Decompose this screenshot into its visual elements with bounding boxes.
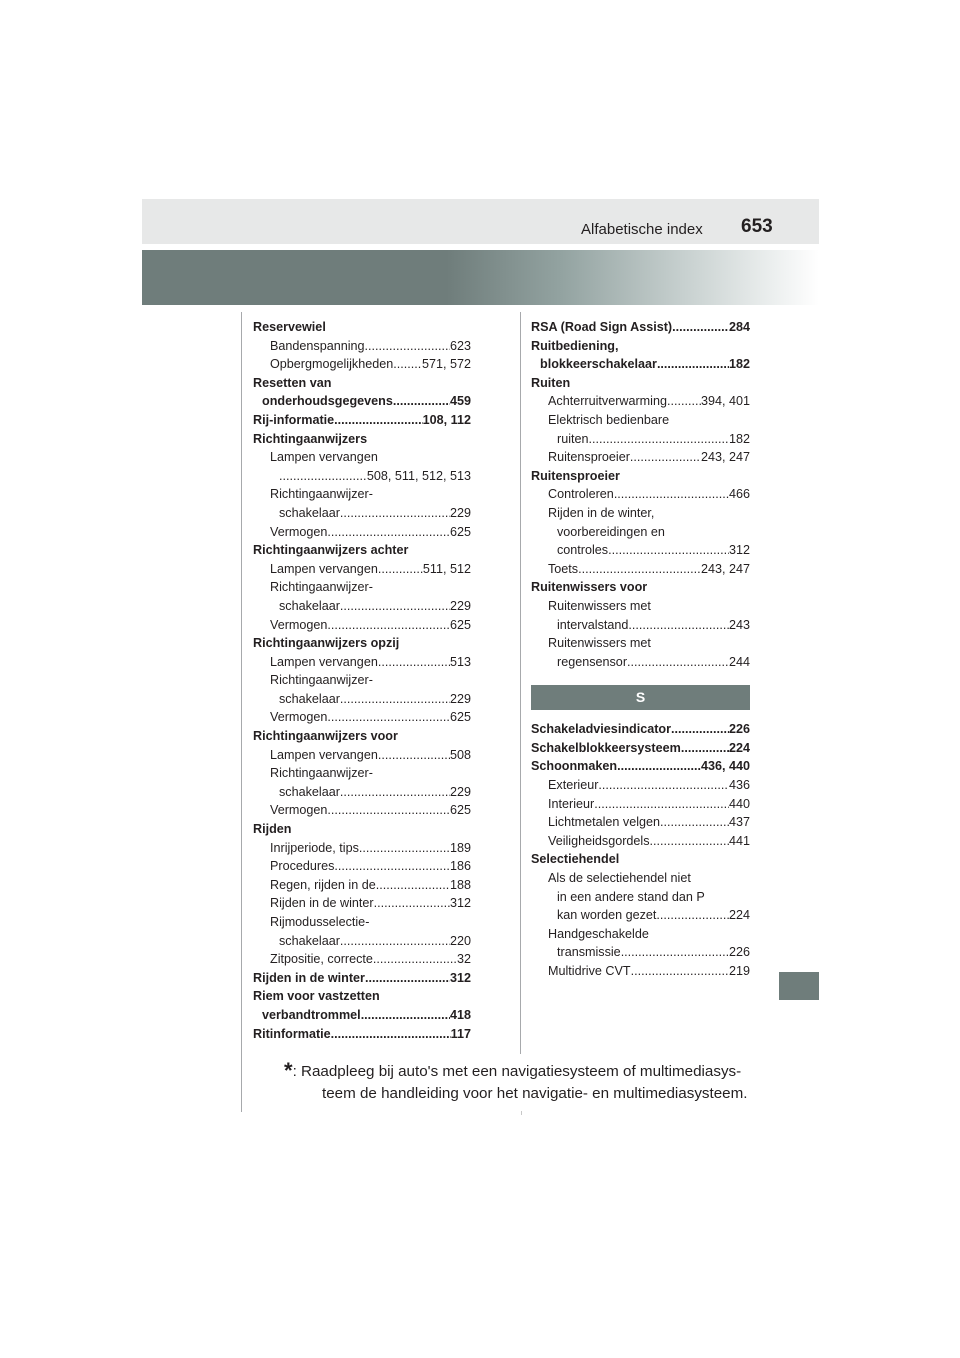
dot-leader (594, 795, 729, 814)
footnote-line-2: teem de handleiding voor het navigatie- en multimediasysteem. (322, 1085, 748, 1102)
index-entry: Handgeschakelde (548, 926, 649, 941)
entry-label: intervalstand (557, 617, 629, 632)
entry-label: kan worden gezet (557, 908, 657, 923)
entry-label: Inrijperiode, tips (270, 840, 359, 855)
entry-label: Veiligheidsgordels (548, 833, 650, 848)
dot-leader (650, 832, 729, 851)
entry-page-ref: 182 (728, 431, 750, 446)
entry-page-ref: 436, 440 (700, 759, 750, 774)
index-entry: Elektrisch bedienbare (548, 412, 670, 427)
index-column-left (253, 318, 471, 1043)
index-entry: Richtingaanwijzer- (270, 673, 373, 688)
entry-label: schakelaar (279, 784, 340, 799)
entry-page-ref: 244 (728, 654, 750, 669)
dot-leader (327, 708, 450, 727)
entry-label: Lichtmetalen velgen (548, 815, 661, 830)
dot-leader (331, 1025, 451, 1044)
dot-leader (589, 430, 729, 449)
entry-page-ref: 625 (449, 710, 471, 725)
column-divider-tick (521, 1111, 522, 1115)
entry-label: controles (557, 543, 609, 558)
index-entry (531, 906, 750, 925)
dot-leader (340, 690, 450, 709)
entry-page-ref: 188 (449, 877, 471, 892)
entry-page-ref: 182 (728, 357, 750, 372)
entry-label: Vermogen (270, 710, 328, 725)
entry-label: Vermogen (270, 617, 328, 632)
index-entry (531, 616, 750, 635)
dot-leader (376, 876, 450, 895)
index-entry: Rijden in de winter, (548, 505, 655, 520)
dot-leader (378, 560, 423, 579)
index-entry (253, 337, 471, 356)
index-entry: Richtingaanwijzers achter (253, 543, 409, 558)
index-entry (253, 653, 471, 672)
index-entry: Ruiten (531, 375, 571, 390)
left-margin-rule (241, 312, 242, 1112)
chapter-tab (779, 972, 819, 1000)
index-entry: Richtingaanwijzer- (270, 487, 373, 502)
index-column-right (531, 318, 750, 981)
entry-label: Schakeladviesindicator (531, 722, 671, 737)
entry-label: Rij-informatie (253, 412, 335, 427)
index-entry (531, 813, 750, 832)
dot-leader (361, 1006, 450, 1025)
entry-label: Procedures (270, 859, 335, 874)
index-entry (531, 795, 750, 814)
footnote (284, 1060, 752, 1105)
dot-leader (340, 504, 450, 523)
entry-page-ref: 226 (728, 945, 750, 960)
index-entry (253, 894, 471, 913)
entry-label: ruiten (557, 431, 589, 446)
entry-page-ref: 32 (456, 952, 471, 967)
index-entry (531, 430, 750, 449)
entry-label: onderhoudsgegevens (262, 394, 393, 409)
entry-page-ref: 508 (449, 747, 471, 762)
entry-label: Regen, rijden in de (270, 877, 376, 892)
entry-label: schakelaar (279, 691, 340, 706)
entry-label: RSA (Road Sign Assist) (531, 320, 673, 334)
letter-section-header (531, 685, 750, 710)
dot-leader (327, 616, 450, 635)
index-entry: Richtingaanwijzers voor (253, 729, 398, 744)
entry-page-ref: 418 (449, 1007, 471, 1022)
index-entry (253, 690, 471, 709)
entry-label: Rijden in de winter (253, 970, 365, 985)
dot-leader (608, 541, 729, 560)
column-divider (520, 312, 521, 1054)
entry-label: Ruitensproeier (548, 450, 630, 465)
index-entry: Ruitensproeier (531, 468, 620, 483)
entry-label: Toets (548, 561, 579, 576)
dot-leader (334, 857, 450, 876)
entry-page-ref: 571, 572 (421, 357, 471, 372)
index-entry (253, 467, 471, 486)
dot-leader (334, 411, 423, 430)
dot-leader (393, 392, 450, 411)
index-entry (253, 355, 471, 374)
entry-page-ref: 243, 247 (700, 561, 750, 576)
index-entry (531, 739, 750, 758)
dot-leader (378, 746, 450, 765)
index-entry (253, 950, 471, 969)
index-entry (531, 560, 750, 579)
dot-leader (340, 597, 450, 616)
dot-leader (614, 485, 729, 504)
index-entry (253, 876, 471, 895)
index-entry: Riem voor vastzetten (253, 989, 380, 1004)
entry-label: Lampen vervangen (270, 561, 378, 576)
index-entry (253, 801, 471, 820)
entry-label: Lampen vervangen (270, 747, 378, 762)
dot-leader (630, 448, 701, 467)
entry-page-ref: 284 (728, 320, 750, 334)
dot-leader (373, 950, 457, 969)
dot-leader (374, 894, 450, 913)
dot-leader (340, 932, 450, 951)
dot-leader (365, 337, 450, 356)
index-entry (531, 485, 750, 504)
index-entry: Selectiehendel (531, 852, 620, 867)
entry-label: Ritinformatie (253, 1026, 331, 1041)
entry-label: transmissie (557, 945, 621, 960)
index-entry: voorbereidingen en (557, 524, 665, 539)
dot-leader (279, 467, 367, 486)
entry-page-ref: 243, 247 (700, 450, 750, 465)
entry-page-ref: 224 (728, 908, 750, 923)
entry-page-ref: 459 (449, 394, 471, 409)
index-entry (253, 504, 471, 523)
index-entry: Als de selectiehendel niet (548, 871, 691, 886)
index-entry: Richtingaanwijzers (253, 431, 368, 446)
entry-page-ref: 229 (449, 598, 471, 613)
entry-page-ref: 108, 112 (422, 412, 471, 427)
index-entry (531, 832, 750, 851)
entry-page-ref: 511, 512 (422, 561, 471, 576)
entry-page-ref: 220 (449, 933, 471, 948)
entry-label: regensensor (557, 654, 628, 669)
dot-leader (327, 801, 450, 820)
header-gradient-band (142, 250, 819, 305)
index-entry (531, 541, 750, 560)
index-entry (253, 857, 471, 876)
dot-leader (598, 776, 729, 795)
index-entry (531, 355, 750, 374)
dot-leader (327, 523, 450, 542)
index-entry (531, 448, 750, 467)
index-entry: Ruitenwissers met (548, 636, 651, 651)
entry-page-ref: 466 (728, 487, 750, 502)
entry-label: Schakelblokkeersysteem (531, 740, 681, 755)
index-group-r (531, 318, 750, 671)
entry-label: Vermogen (270, 803, 328, 818)
index-entry (253, 1025, 471, 1044)
index-entry (531, 392, 750, 411)
index-entry (531, 757, 750, 776)
index-entry (253, 783, 471, 802)
section-title: Alfabetische index (581, 221, 703, 238)
index-entry (253, 392, 471, 411)
entry-label: Controleren (548, 487, 614, 502)
entry-label: verbandtrommel (262, 1007, 361, 1022)
footnote-line-1: : Raadpleeg bij auto's met een navigatiesysteem of multimediasys- (292, 1063, 742, 1080)
entry-page-ref: 440 (728, 796, 750, 811)
footnote-marker: * (284, 1058, 293, 1083)
entry-page-ref: 312 (449, 970, 471, 985)
section-letter: S (635, 689, 646, 706)
entry-page-ref: 394, 401 (700, 394, 750, 409)
dot-leader (378, 653, 450, 672)
dot-leader (621, 943, 729, 962)
entry-page-ref: 243 (728, 617, 750, 632)
index-entry: Reservewiel (253, 320, 326, 334)
index-entry: Lampen vervangen (270, 450, 378, 465)
dot-leader (656, 906, 729, 925)
index-entry: Ruitbediening, (531, 338, 619, 353)
dot-leader (627, 653, 729, 672)
entry-page-ref: 226 (728, 722, 750, 737)
dot-leader (672, 318, 729, 337)
dot-leader (365, 969, 450, 988)
page-number: 653 (741, 216, 773, 237)
index-entry (531, 962, 750, 981)
entry-label: Vermogen (270, 524, 328, 539)
entry-page-ref: 224 (728, 740, 750, 755)
index-entry (531, 318, 750, 337)
entry-page-ref: 229 (449, 691, 471, 706)
entry-page-ref: 186 (449, 859, 471, 874)
entry-page-ref: 229 (449, 784, 471, 799)
index-entry: Ruitenwissers met (548, 598, 651, 613)
dot-leader (393, 355, 422, 374)
entry-label: Opbergmogelijkheden (270, 357, 394, 372)
dot-leader (671, 720, 729, 739)
entry-label: schakelaar (279, 505, 340, 520)
index-entry: Rijden (253, 822, 292, 837)
dot-leader (628, 616, 729, 635)
entry-page-ref: 312 (728, 543, 750, 558)
index-group-s (531, 720, 750, 980)
entry-label: schakelaar (279, 933, 340, 948)
entry-label: blokkeerschakelaar (540, 357, 657, 372)
index-entry (253, 523, 471, 542)
index-entry (531, 943, 750, 962)
index-entry (253, 932, 471, 951)
index-entry (253, 969, 471, 988)
entry-page-ref: 437 (728, 815, 750, 830)
entry-label: Zitpositie, correcte (270, 952, 373, 967)
index-entry (253, 616, 471, 635)
index-entry: Ruitenwissers voor (531, 580, 648, 595)
dot-leader (660, 813, 729, 832)
index-entry (253, 411, 471, 430)
dot-leader (657, 355, 729, 374)
entry-page-ref: 219 (728, 964, 750, 978)
index-entry (531, 776, 750, 795)
header-bar (142, 199, 819, 244)
index-entry: Richtingaanwijzers opzij (253, 636, 400, 651)
index-entry: Richtingaanwijzer- (270, 766, 373, 781)
index-entry: in een andere stand dan P (557, 889, 705, 904)
entry-label: Rijden in de winter (270, 896, 374, 911)
dot-leader (617, 757, 701, 776)
entry-label: Interieur (548, 796, 595, 811)
entry-label: Multidrive CVT (548, 964, 631, 978)
entry-page-ref: 229 (449, 505, 471, 520)
index-entry (253, 560, 471, 579)
entry-page-ref: 312 (449, 896, 471, 911)
entry-page-ref: 625 (449, 617, 471, 632)
entry-page-ref: 117 (450, 1026, 471, 1041)
dot-leader (340, 783, 450, 802)
entry-label: Exterieur (548, 778, 599, 793)
index-entry (253, 1006, 471, 1025)
dot-leader (359, 839, 450, 858)
entry-label: Bandenspanning (270, 338, 365, 353)
index-entry (253, 839, 471, 858)
index-entry (531, 653, 750, 672)
entry-page-ref: 625 (449, 803, 471, 818)
index-entry (253, 597, 471, 616)
entry-page-ref: 436 (728, 778, 750, 793)
entry-page-ref: 513 (449, 654, 471, 669)
index-entry (531, 720, 750, 739)
dot-leader (667, 392, 701, 411)
entry-label: Achterruitverwarming (548, 394, 667, 409)
entry-page-ref: 508, 511, 512, 513 (366, 468, 471, 483)
dot-leader (681, 739, 729, 758)
dot-leader (578, 560, 701, 579)
entry-label: schakelaar (279, 598, 340, 613)
entry-label: Schoonmaken (531, 759, 618, 774)
entry-page-ref: 189 (449, 840, 471, 855)
index-entry: Rijmodusselectie- (270, 915, 370, 929)
index-entry (253, 708, 471, 727)
entry-page-ref: 441 (728, 833, 750, 848)
index-entry (253, 746, 471, 765)
index-entry: Richtingaanwijzer- (270, 580, 373, 595)
entry-page-ref: 623 (449, 338, 471, 353)
index-entry: Resetten van (253, 375, 332, 390)
entry-page-ref: 625 (449, 524, 471, 539)
entry-label: Lampen vervangen (270, 654, 378, 669)
dot-leader (631, 962, 729, 981)
